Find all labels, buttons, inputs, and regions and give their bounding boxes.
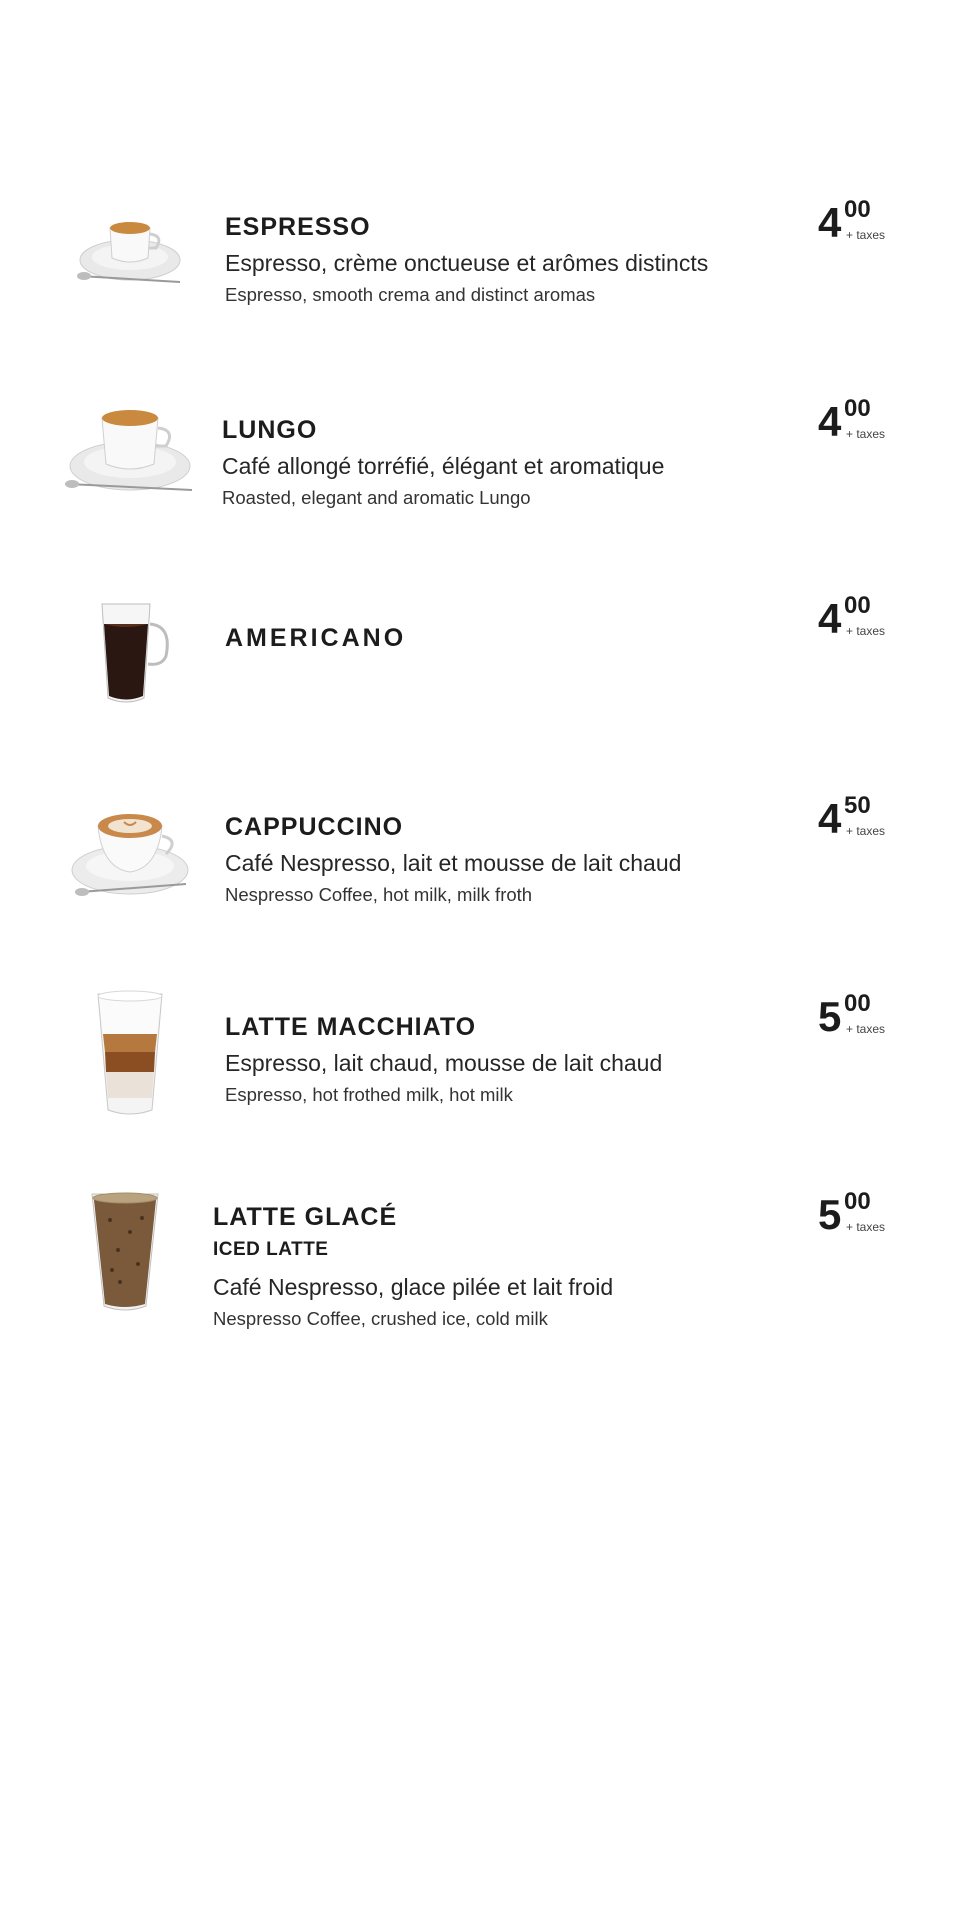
item-price [818, 1190, 918, 1240]
item-price [818, 198, 918, 248]
price-whole: 5 [818, 993, 842, 1040]
item-description-fr: Café allongé torréfié, élégant et aromatique [222, 453, 665, 479]
item-description-fr: Café Nespresso, lait et mousse de lait chaud [225, 850, 682, 876]
item-name: ESPRESSO [225, 213, 371, 241]
price-whole: 4 [818, 199, 842, 246]
espresso-cup-icon [72, 210, 192, 290]
cappuccino-cup-icon [66, 808, 196, 904]
price-whole: 4 [818, 795, 842, 842]
price-tax-note: + taxes [846, 427, 886, 441]
price-tax-note: + taxes [846, 624, 886, 638]
item-price [818, 397, 918, 447]
item-description-en: Espresso, hot frothed milk, hot milk [225, 1084, 513, 1105]
item-price [818, 992, 918, 1042]
iced-latte-glass-icon [90, 1190, 162, 1316]
item-description-en: Nespresso Coffee, hot milk, milk froth [225, 884, 533, 905]
price-tax-note: + taxes [846, 1220, 886, 1234]
americano-mug-icon [96, 600, 176, 710]
price-cents: 00 [844, 990, 871, 1017]
price-whole: 4 [818, 398, 842, 445]
item-name: LATTE MACCHIATO [225, 1013, 477, 1041]
item-price [818, 794, 918, 844]
latte-macchiato-glass-icon [94, 990, 166, 1120]
item-name: AMERICANO [225, 624, 407, 652]
price-tax-note: + taxes [846, 824, 886, 838]
item-description-en: Nespresso Coffee, crushed ice, cold milk [213, 1308, 548, 1329]
price-tax-note: + taxes [846, 228, 886, 242]
item-description-en: Roasted, elegant and aromatic Lungo [222, 487, 531, 508]
lungo-cup-icon [64, 402, 200, 502]
item-description-en: Espresso, smooth crema and distinct aromas [225, 284, 596, 305]
price-cents: 00 [844, 592, 871, 619]
item-name: LUNGO [222, 416, 318, 444]
item-subname: ICED LATTE [213, 1239, 329, 1260]
item-description-fr: Espresso, lait chaud, mousse de lait chaud [225, 1050, 663, 1076]
price-tax-note: + taxes [846, 1022, 886, 1036]
price-cents: 00 [844, 1188, 871, 1215]
item-name: CAPPUCCINO [225, 813, 404, 841]
item-name: LATTE GLACÉ [213, 1203, 398, 1231]
item-description-fr: Café Nespresso, glace pilée et lait froid [213, 1274, 614, 1300]
item-price [818, 594, 918, 644]
price-cents: 00 [844, 196, 871, 223]
price-whole: 5 [818, 1191, 842, 1238]
price-cents: 50 [844, 792, 871, 819]
price-cents: 00 [844, 395, 871, 422]
price-whole: 4 [818, 595, 842, 642]
item-description-fr: Espresso, crème onctueuse et arômes distincts [225, 250, 709, 276]
